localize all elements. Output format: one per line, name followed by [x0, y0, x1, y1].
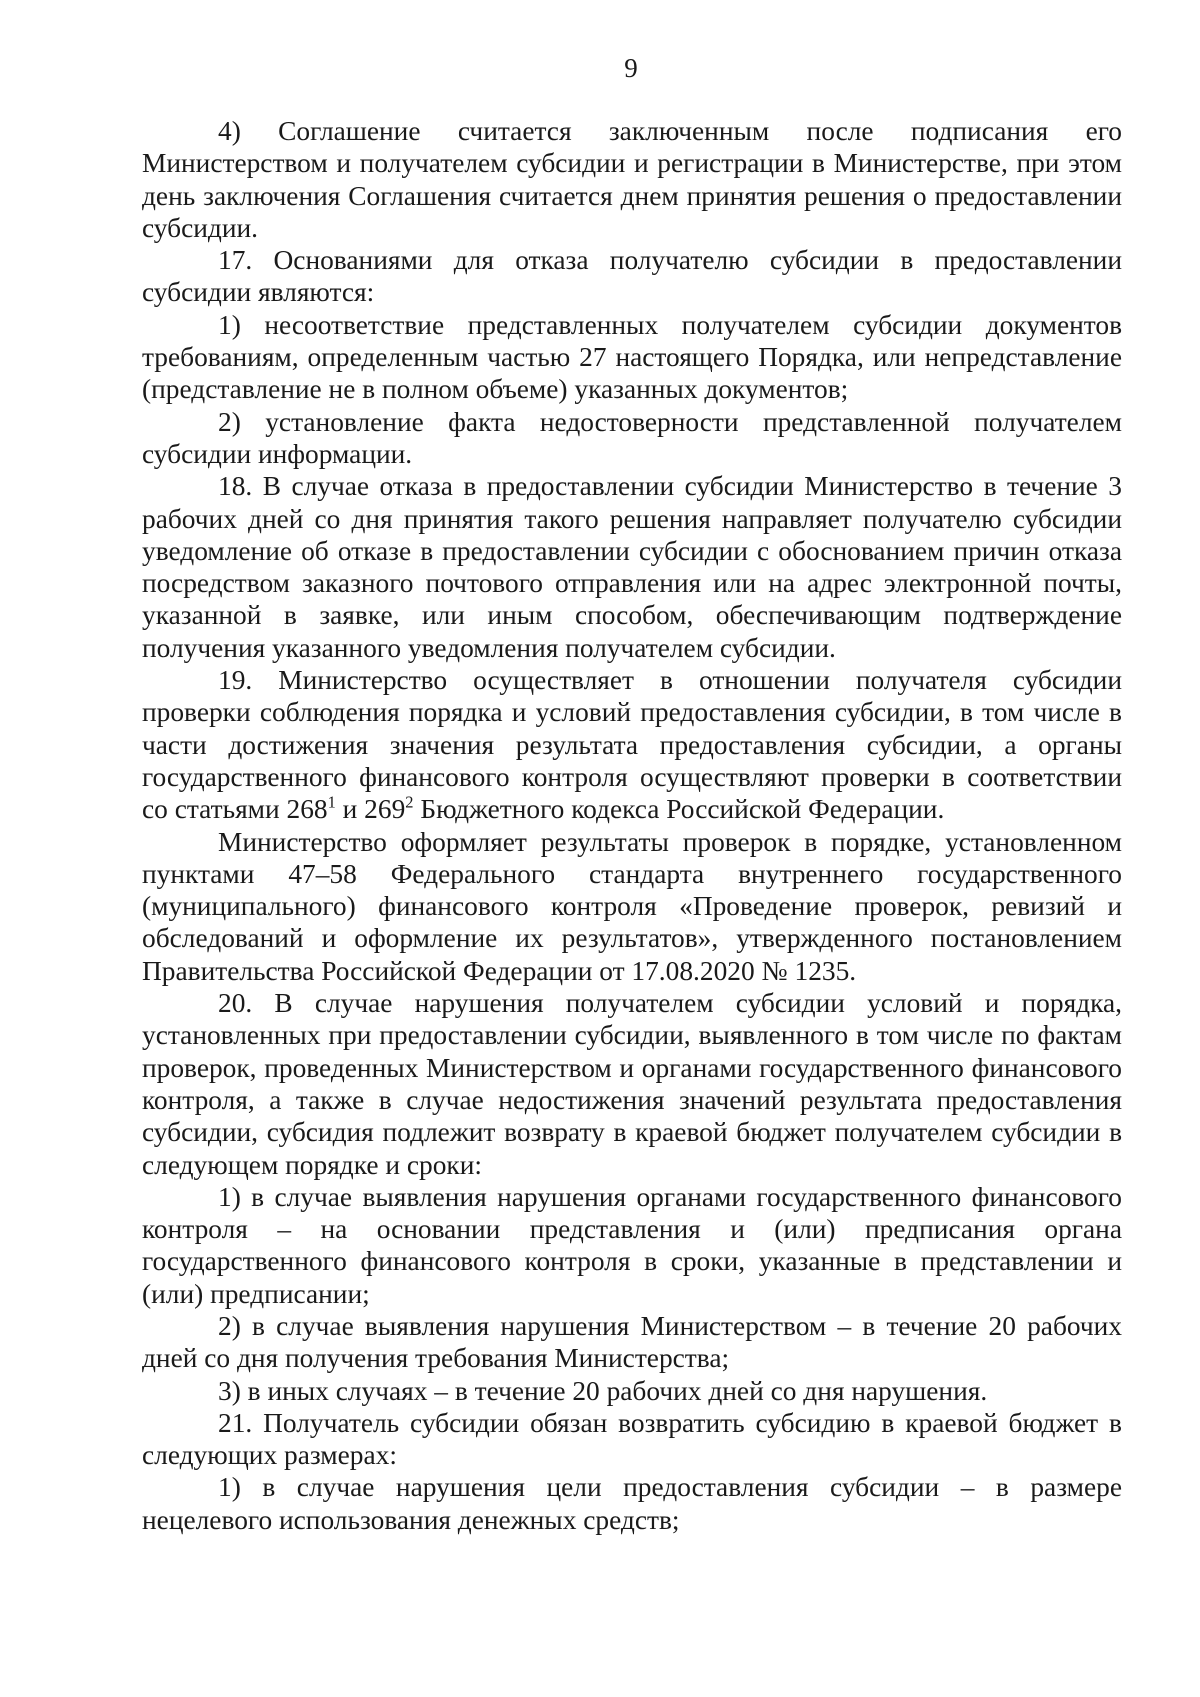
paragraph-20-item-3: 3) в иных случаях – в течение 20 рабочих дней со дня нарушения. — [218, 1375, 988, 1406]
paragraph-17-item-1: 1) несоответствие представленных получателем субсидии документов требованиям, определенным частью 27 настоящего Порядка, или непредставление (представление не в полном объеме) указанных документов; — [142, 309, 1122, 405]
paragraph-21: 21. Получатель субсидии обязан возвратить субсидию в краевой бюджет в следующих размерах: — [142, 1407, 1122, 1471]
page-number: 9 — [624, 53, 638, 83]
paragraph-20-item-2: 2) в случае выявления нарушения Министерством – в течение 20 рабочих дней со дня получения требования Министерства; — [142, 1310, 1122, 1374]
paragraph-19-text-start: 19. Министерство осуществляет в отношении получателя субсидии проверки соблюдения порядка и условий предоставления субсидии, в том числе в части достижения значения результата предоставления субсидии, а органы государственного финансового контроля осуществляют проверки в соответствии со статьями 268 — [142, 665, 1122, 825]
paragraph-17-item-2: 2) установление факта недостоверности представленной получателем субсидии информации. — [142, 406, 1122, 469]
document-body — [142, 115, 1122, 1536]
paragraph-18: 18. В случае отказа в предоставлении субсидии Министерство в течение 3 рабочих дней со дня принятия такого решения направляет получателю субсидии уведомление об отказе в предоставлении субсидии с обоснованием причин отказа посредством заказного почтового отправления или на адрес электронной почты, указанной в заявке, или иным способом, обеспечивающим подтверждение получения указанного уведомления получателем субсидии. — [142, 471, 1122, 663]
paragraph-20-item-1: 1) в случае выявления нарушения органами государственного финансового контроля – на основании представления и (или) предписания органа государственного финансового контроля в сроки, указанные в представлении и (или) предписании; — [142, 1181, 1122, 1309]
paragraph-17: 17. Основаниями для отказа получателю субсидии в предоставлении субсидии являются: — [142, 245, 1122, 308]
paragraph-19 — [142, 664, 1122, 825]
article-268-superscript: 1 — [327, 792, 336, 812]
paragraph-19-continuation: Министерство оформляет результаты проверок в порядке, установленном пунктами 47–58 Федерального стандарта внутреннего государственного (муниципального) финансового контроля «Проведение проверок, ревизий и обследований и оформление их результатов», утвержденного постановлением Правительства Российской Федерации от 17.08.2020 № 1235. — [142, 826, 1122, 986]
paragraph-20: 20. В случае нарушения получателем субсидии условий и порядка, установленных при предоставлении субсидии, выявленного в том числе по фактам проверок, проведенных Министерством и органами государственного финансового контроля, а также в случае недостижения значений результата предоставления субсидии, субсидия подлежит возврату в краевой бюджет получателем субсидии в следующем порядке и сроки: — [142, 988, 1122, 1180]
paragraph-21-item-1: 1) в случае нарушения цели предоставления субсидии – в размере нецелевого использования денежных средств; — [142, 1472, 1122, 1535]
paragraph-19-text-middle: и 269 — [335, 794, 406, 825]
article-269-superscript: 2 — [405, 792, 414, 812]
paragraph-clause-4: 4) Соглашение считается заключенным после подписания его Министерством и получателем субсидии и регистрации в Министерстве, при этом день заключения Соглашения считается днем принятия решения о предоставлении субсидии. — [142, 116, 1122, 243]
paragraph-19-text-end: Бюджетного кодекса Российской Федерации. — [413, 794, 945, 825]
